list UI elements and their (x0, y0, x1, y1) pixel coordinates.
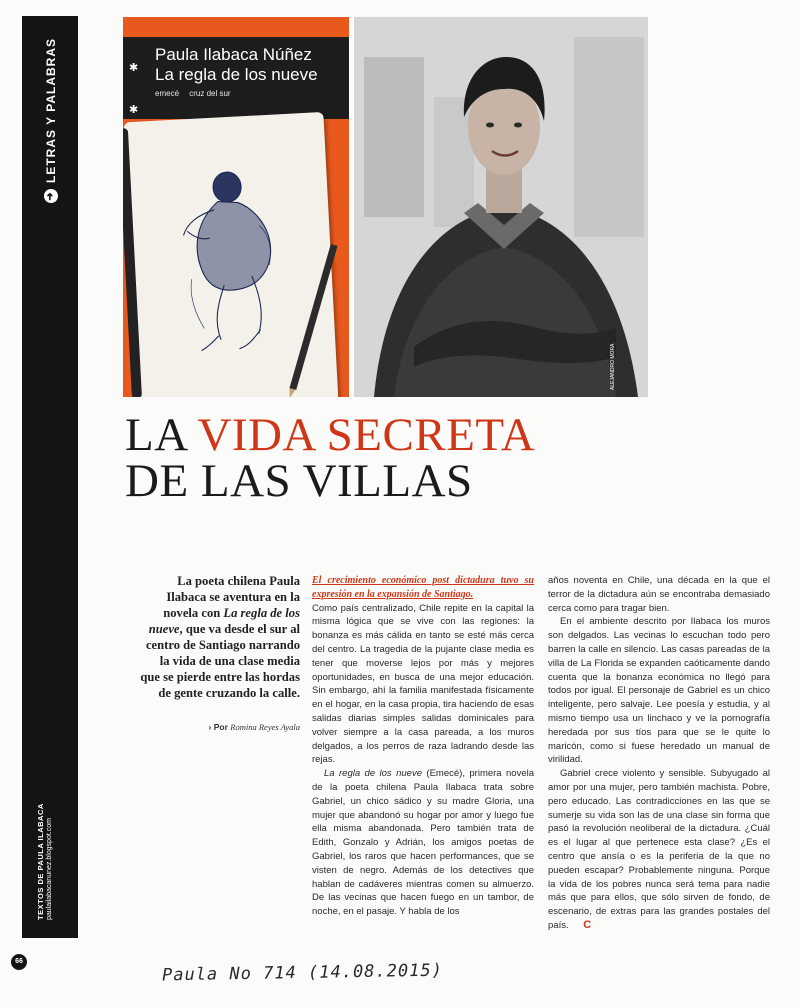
section-label-text: LETRAS Y PALABRAS (44, 38, 58, 184)
body-paragraph (548, 767, 770, 933)
headline-plain: LA (125, 409, 198, 461)
text-credits (36, 740, 54, 920)
byline (180, 722, 300, 732)
body-lead: El crecimiento económico post dictadura tuvo su expresión en la expansión de Santiago. (312, 575, 534, 600)
body-paragraph: En el ambiente descrito por Ilabaca los muros son delgados. Las vecinas lo escuchan todo pero barren la calle en silencio. Las casas pareadas de la villa de La Florida se expanden caóticamente dando cuenta que la bonanza económica no llegó para todos por igual. El personaje de Gabriel es un chico inteligente, pero salvaje. Lee poesía y estudia, y al mismo tiempo usa un linchaco y ve la pornografía heredada por sus tíos para que se le quite lo maricón, como si fuese heredado un manual de virilidad. (548, 616, 770, 766)
book-header (123, 37, 349, 119)
book-title: La regla de los nueve (155, 65, 318, 84)
handwritten-note: Paula No 714 (14.08.2015) (161, 960, 444, 986)
body-book-title: La regla de los nueve (324, 768, 422, 780)
body-column-2 (548, 574, 770, 933)
publisher: emecé (155, 89, 180, 98)
author-photo (354, 17, 648, 397)
byline-author: Romina Reyes Ayala (230, 722, 300, 732)
headline-line2: DE LAS VILLAS (125, 455, 473, 507)
end-mark: C (583, 918, 592, 931)
body-paragraph-text: (Emecé), primera novela de la poeta chilena Paula Ilabaca trata sobre Gabriel, un chico sádico y su madre Gloria, una mujer que abandonó su hogar por amor y luego fue ella misma abandonada. Pero también trata de Edith, Gonzalo y Adrián, los amigos poetas de Gabriel, los raros que hacen performances, que se visten de negro. Además de los detectives que hablan de cadáveres mientras comen su almuerzo. De las vecinas que hacen fuego en un tambor, de noche, en el pasaje. Y habla de los (312, 768, 535, 918)
body-paragraph (312, 767, 534, 919)
star-icon: ✱ (129, 103, 139, 116)
article-deck (140, 573, 300, 701)
book-imprint (155, 89, 341, 98)
byline-prefix: › Por (208, 722, 228, 732)
collection: cruz del sur (189, 89, 231, 98)
body-paragraph: años noventa en Chile, una década en la que el terror de la dictadura aún se encontraba demasiado cerca como para tragar bien. (548, 575, 770, 614)
body-paragraph-text: Gabriel crece violento y sensible. Subyugado al amor por una mujer, pero también machista. Pobre, pero educado. Las contradicciones en las que se sumerje su vida son las de una clase sin forma que pasó la revolución neoliberal de la dictadura. ¿Cuál es el lugar al que pertenece esta clase? ¿Es el centro que ansía o es la periferia de la que no pueden escapar? Probablemente ninguna. Porque la vida de los pobres nunca será tema para nadie más que para ellos, que sólo sirven de fondo, de escenario, de extras para las grandes postales del país. (548, 768, 770, 931)
photo-credit: ALEJANDRO MORA (610, 343, 616, 390)
deck-part2: , que va desde el sur al centro de Santiago narrando la vida de una clase media que se pierde entre las hordas de gente cruzando la calle. (140, 622, 300, 700)
credits-title: TEXTOS DE PAULA ILABACA (36, 803, 45, 920)
body-column-1 (312, 574, 534, 919)
body-paragraph: Como país centralizado, Chile repite en la capital la misma lógica que se vive con las regiones: la bonanza es más cálida en tanto se esté más cerca del centro. La tragedia de la pujante clase media es tener que moverse lejos por más y mejores oportunidades, en busca de una mejor educación. Sin embargo, ahí la familia manifestada físicamente en el hogar, en la casa propia, tira haciendo de esas salidas diarias simples salidas dominicales para volver siempre a la casa pareada, a los muros delgados, a los perros de raza ladrando desde las rejas. (312, 602, 534, 766)
book-author: Paula Ilabaca Núñez (155, 45, 312, 64)
section-label (31, 38, 71, 208)
star-icon: ✱ (129, 61, 139, 74)
arrow-right-icon: ➜ (44, 189, 58, 203)
author-portrait-image (354, 17, 648, 397)
book-cover-panel (123, 17, 349, 397)
deck-part1: La poeta chilena Paula Ilabaca se aventura en la novela con (163, 574, 300, 620)
credits-url: paulailabacanunez.blogspot.com (46, 818, 53, 920)
headline-accent: VIDA SECRETA (197, 409, 536, 461)
article-headline (125, 409, 536, 507)
deck-book-title: La regla de los nueve (148, 606, 300, 636)
page-number: 66 (11, 954, 27, 970)
